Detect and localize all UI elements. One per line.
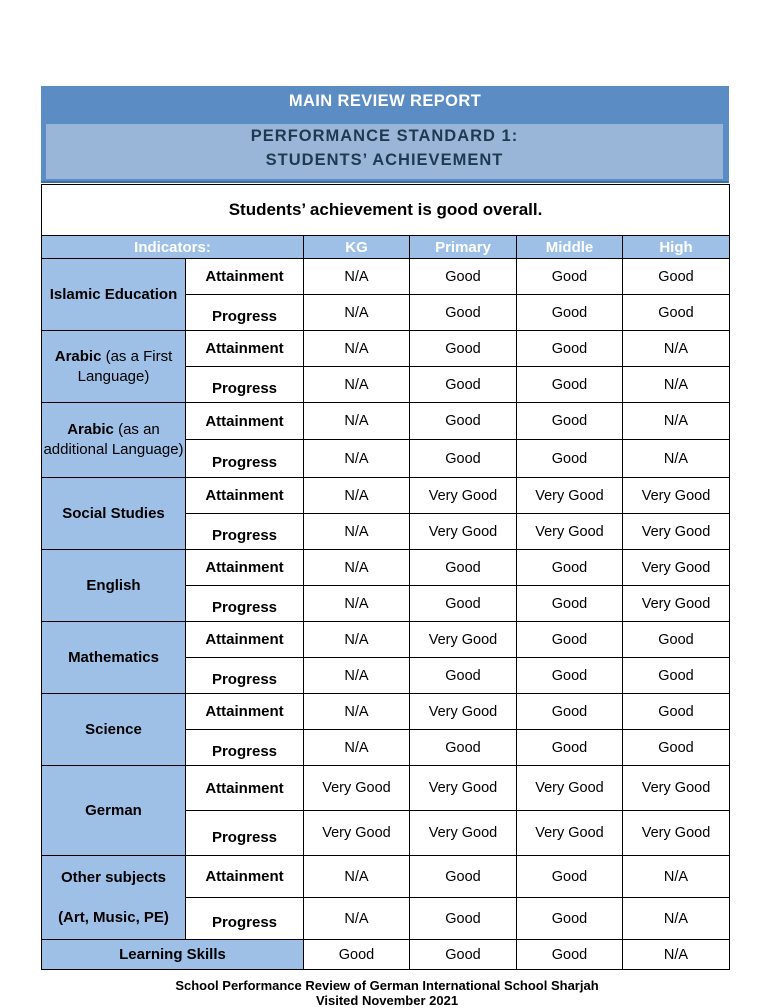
rating-primary: Good xyxy=(410,295,517,331)
rating-kg: N/A xyxy=(304,550,410,586)
rating-high: Good xyxy=(623,259,730,295)
middle-header: Middle xyxy=(517,236,623,259)
rating-primary: Very Good xyxy=(410,514,517,550)
subject-name: Mathematics xyxy=(68,648,159,666)
rating-high: Good xyxy=(623,730,730,766)
students-achievement-title: STUDENTS’ ACHIEVEMENT xyxy=(265,151,504,169)
rating-middle: Good xyxy=(517,259,623,295)
subject-name: English xyxy=(86,576,141,594)
footer-visit-date: Visited November 2021 xyxy=(315,993,459,1008)
rating-kg: N/A xyxy=(304,730,410,766)
rating-primary: Very Good xyxy=(410,622,517,658)
subject-name: Arabic xyxy=(54,347,102,365)
subject-name-suffix: (Art, Music, PE) xyxy=(58,908,169,926)
subject-cell xyxy=(42,403,186,478)
rating-high: Very Good xyxy=(623,478,730,514)
rating-kg: N/A xyxy=(304,856,410,898)
rating-high: Very Good xyxy=(623,766,730,811)
subject-cell xyxy=(42,856,186,940)
indicator-attainment: Attainment xyxy=(186,403,304,440)
subject-name-suffix: (as a First Language) xyxy=(77,347,173,385)
rating-primary: Very Good xyxy=(410,766,517,811)
table-row xyxy=(42,856,730,898)
rating-high: N/A xyxy=(623,331,730,367)
learning-skills-middle: Good xyxy=(517,940,623,970)
rating-kg: N/A xyxy=(304,478,410,514)
indicators-header: Indicators: xyxy=(42,236,304,259)
indicator-progress: Progress xyxy=(186,811,304,856)
rating-kg: N/A xyxy=(304,440,410,478)
indicator-attainment: Attainment xyxy=(186,622,304,658)
rating-kg: N/A xyxy=(304,295,410,331)
rating-primary: Good xyxy=(410,550,517,586)
learning-skills-label: Learning Skills xyxy=(42,940,304,970)
rating-middle: Good xyxy=(517,730,623,766)
rating-middle: Very Good xyxy=(517,766,623,811)
rating-high: N/A xyxy=(623,403,730,440)
rating-primary: Good xyxy=(410,658,517,694)
learning-skills-row xyxy=(42,940,730,970)
rating-primary: Good xyxy=(410,730,517,766)
rating-kg: N/A xyxy=(304,898,410,940)
indicator-progress: Progress xyxy=(186,367,304,403)
rating-middle: Good xyxy=(517,622,623,658)
rating-primary: Very Good xyxy=(410,478,517,514)
report-header-band xyxy=(41,86,729,183)
rating-middle: Good xyxy=(517,367,623,403)
table-row xyxy=(42,403,730,440)
rating-high: Good xyxy=(623,694,730,730)
column-header-row xyxy=(42,236,730,259)
rating-primary: Very Good xyxy=(410,811,517,856)
subject-cell xyxy=(42,694,186,766)
rating-high: Good xyxy=(623,295,730,331)
rating-primary: Good xyxy=(410,586,517,622)
rating-kg: N/A xyxy=(304,331,410,367)
rating-primary: Very Good xyxy=(410,694,517,730)
rating-high: N/A xyxy=(623,367,730,403)
indicator-progress: Progress xyxy=(186,586,304,622)
rating-kg: N/A xyxy=(304,586,410,622)
indicator-attainment: Attainment xyxy=(186,694,304,730)
rating-high: Very Good xyxy=(623,586,730,622)
subject-name: Islamic Education xyxy=(49,285,178,303)
table-row xyxy=(42,622,730,658)
rating-primary: Good xyxy=(410,367,517,403)
subject-cell xyxy=(42,766,186,856)
rating-kg: Very Good xyxy=(304,811,410,856)
indicator-attainment: Attainment xyxy=(186,259,304,295)
subject-name: Other subjects xyxy=(60,868,167,886)
rating-kg: N/A xyxy=(304,694,410,730)
rating-middle: Good xyxy=(517,658,623,694)
rating-middle: Good xyxy=(517,403,623,440)
learning-skills-primary: Good xyxy=(410,940,517,970)
learning-skills-kg: Good xyxy=(304,940,410,970)
indicator-attainment: Attainment xyxy=(186,478,304,514)
rating-high: Good xyxy=(623,658,730,694)
rating-high: Good xyxy=(623,622,730,658)
indicator-progress: Progress xyxy=(186,514,304,550)
rating-kg: N/A xyxy=(304,403,410,440)
subject-cell xyxy=(42,259,186,331)
rating-kg: Very Good xyxy=(304,766,410,811)
table-row xyxy=(42,550,730,586)
table-row xyxy=(42,331,730,367)
indicator-progress: Progress xyxy=(186,898,304,940)
table-row xyxy=(42,478,730,514)
rating-primary: Good xyxy=(410,259,517,295)
rating-kg: N/A xyxy=(304,259,410,295)
rating-primary: Good xyxy=(410,403,517,440)
subject-cell xyxy=(42,622,186,694)
rating-primary: Good xyxy=(410,440,517,478)
subject-cell xyxy=(42,331,186,403)
kg-header: KG xyxy=(304,236,410,259)
rating-middle: Very Good xyxy=(517,478,623,514)
subject-cell xyxy=(42,478,186,550)
rating-middle: Good xyxy=(517,440,623,478)
indicator-attainment: Attainment xyxy=(186,331,304,367)
learning-skills-high: N/A xyxy=(623,940,730,970)
rating-primary: Good xyxy=(410,898,517,940)
rating-primary: Good xyxy=(410,856,517,898)
rating-high: Very Good xyxy=(623,514,730,550)
subject-name-suffix: (as an additional Language) xyxy=(43,421,184,458)
rating-kg: N/A xyxy=(304,514,410,550)
indicator-progress: Progress xyxy=(186,440,304,478)
subject-name: Social Studies xyxy=(62,504,165,522)
rating-middle: Good xyxy=(517,331,623,367)
rating-kg: N/A xyxy=(304,658,410,694)
footer-school-name: School Performance Review of German International School Sharjah xyxy=(175,978,599,993)
rating-high: N/A xyxy=(623,856,730,898)
achievement-table xyxy=(41,184,730,970)
indicator-progress: Progress xyxy=(186,730,304,766)
rating-kg: N/A xyxy=(304,367,410,403)
rating-middle: Good xyxy=(517,295,623,331)
rating-middle: Very Good xyxy=(517,811,623,856)
subject-name: Arabic xyxy=(67,421,114,438)
rating-middle: Good xyxy=(517,586,623,622)
rating-high: Very Good xyxy=(623,811,730,856)
indicator-attainment: Attainment xyxy=(186,766,304,811)
rating-high: Very Good xyxy=(623,550,730,586)
indicator-attainment: Attainment xyxy=(186,856,304,898)
rating-middle: Good xyxy=(517,856,623,898)
rating-middle: Good xyxy=(517,694,623,730)
indicator-progress: Progress xyxy=(186,658,304,694)
indicator-progress: Progress xyxy=(186,295,304,331)
rating-middle: Good xyxy=(517,550,623,586)
table-row xyxy=(42,259,730,295)
rating-high: N/A xyxy=(623,440,730,478)
rating-middle: Good xyxy=(517,898,623,940)
rating-kg: N/A xyxy=(304,622,410,658)
main-review-report-title: MAIN REVIEW REPORT xyxy=(288,92,482,110)
rating-middle: Very Good xyxy=(517,514,623,550)
indicator-attainment: Attainment xyxy=(186,550,304,586)
overall-summary: Students’ achievement is good overall. xyxy=(42,185,730,236)
table-row xyxy=(42,766,730,811)
high-header: High xyxy=(623,236,730,259)
subject-cell xyxy=(42,550,186,622)
performance-standard-box xyxy=(46,124,723,179)
rating-high: N/A xyxy=(623,898,730,940)
table-row xyxy=(42,694,730,730)
rating-primary: Good xyxy=(410,331,517,367)
subject-name: Science xyxy=(85,720,142,738)
primary-header: Primary xyxy=(410,236,517,259)
subject-name: German xyxy=(85,801,142,819)
performance-standard-title: PERFORMANCE STANDARD 1: xyxy=(250,127,519,145)
